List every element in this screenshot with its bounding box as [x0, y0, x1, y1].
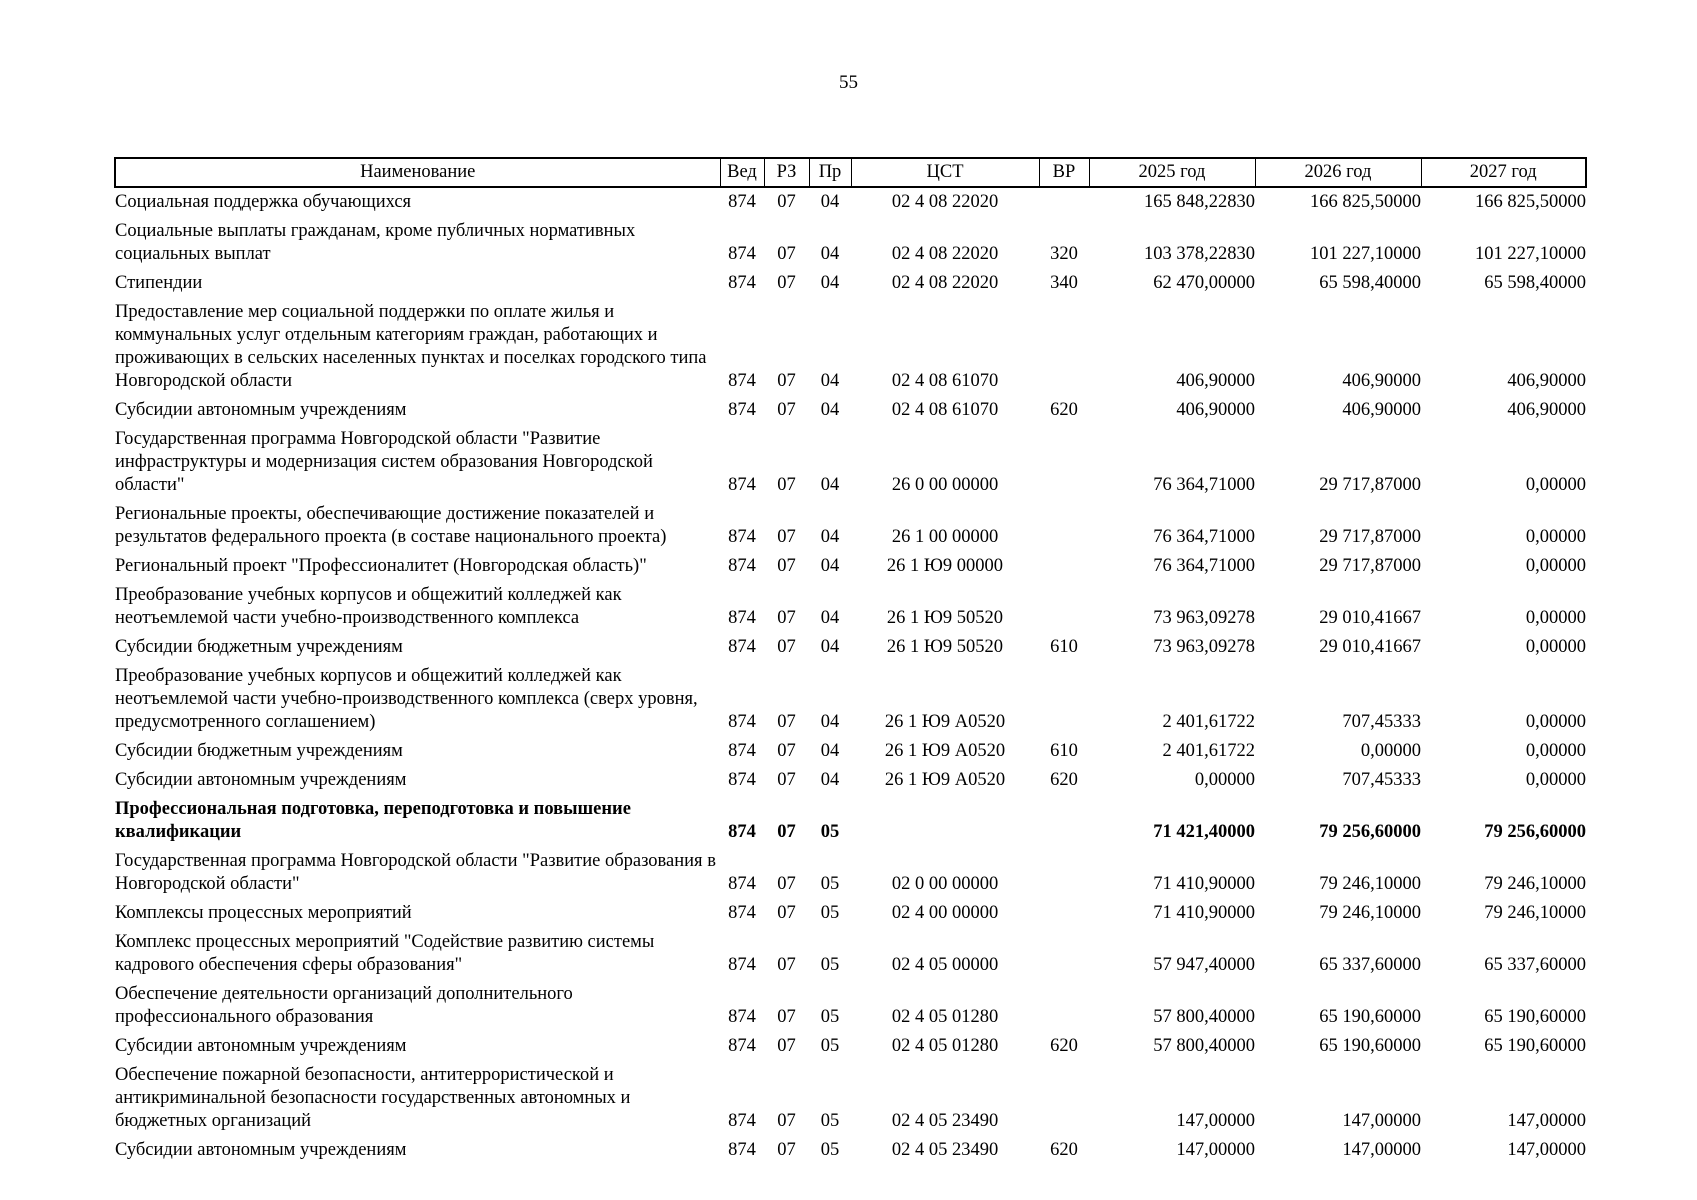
- row-rz: 07: [777, 527, 796, 547]
- row-ved: 874: [728, 712, 756, 732]
- row-2027: 0,00000: [1525, 556, 1586, 576]
- row-ved: 874: [728, 608, 756, 628]
- row-pr: 05: [820, 1111, 840, 1131]
- row-ved: 874: [728, 741, 756, 761]
- row-vr: [1039, 795, 1089, 847]
- row-name: Субсидии автономным учреждениям: [115, 1036, 407, 1056]
- row-pr: 04: [820, 608, 840, 628]
- row-2026: 707,45333: [1342, 770, 1421, 790]
- row-2026: 707,45333: [1342, 712, 1421, 732]
- table-row: [115, 928, 1586, 980]
- row-name: Обеспечение пожарной безопасности, антитеррористической и антикриминальной безопасности государственных автономных и бюджетных организаций: [115, 1065, 631, 1131]
- row-2025: 62 470,00000: [1153, 273, 1255, 293]
- row-2025: 76 364,71000: [1153, 527, 1255, 547]
- row-pr: 04: [820, 637, 840, 657]
- row-name: Субсидии автономным учреждениям: [115, 1140, 407, 1160]
- row-rz: 07: [777, 770, 796, 790]
- row-2027: 0,00000: [1525, 527, 1586, 547]
- row-vr: [1039, 552, 1089, 581]
- row-name: Преобразование учебных корпусов и общежитий колледжей как неотъемлемой части учебно-производственного комплекса: [115, 585, 622, 628]
- row-rz: 07: [777, 874, 796, 894]
- row-ved: 874: [728, 527, 756, 547]
- row-2025: 2 401,61722: [1162, 712, 1255, 732]
- row-pr: 05: [820, 903, 840, 923]
- row-cst: 02 4 05 23490: [891, 1111, 999, 1131]
- row-pr: 04: [820, 244, 840, 264]
- row-ved: 874: [728, 637, 756, 657]
- row-rz: 07: [777, 1140, 796, 1160]
- row-2027: 65 337,60000: [1484, 955, 1586, 975]
- table-row: [115, 217, 1586, 269]
- table-row: [115, 847, 1586, 899]
- row-2026: 65 190,60000: [1319, 1007, 1421, 1027]
- row-2026: 101 227,10000: [1310, 244, 1421, 264]
- row-2026: 65 337,60000: [1319, 955, 1421, 975]
- row-2025: 57 947,40000: [1153, 955, 1255, 975]
- row-2026: 79 246,10000: [1319, 874, 1421, 894]
- header-ved: Вед: [720, 158, 764, 187]
- table-row: [115, 633, 1586, 662]
- row-vr: [1039, 899, 1089, 928]
- row-2026: 65 190,60000: [1319, 1036, 1421, 1056]
- row-pr: 04: [820, 527, 840, 547]
- row-2025: 73 963,09278: [1153, 637, 1255, 657]
- row-pr: 05: [820, 874, 840, 894]
- row-2027: 406,90000: [1507, 371, 1586, 391]
- header-pr: Пр: [809, 158, 851, 187]
- row-ved: 874: [728, 1111, 756, 1131]
- table-row: [115, 396, 1586, 425]
- row-2025: 76 364,71000: [1153, 556, 1255, 576]
- row-2025: 57 800,40000: [1153, 1036, 1255, 1056]
- table-row: [115, 581, 1586, 633]
- row-2027: 0,00000: [1525, 770, 1586, 790]
- row-vr: 340: [1050, 273, 1078, 293]
- row-cst: [851, 795, 1039, 847]
- row-name: Субсидии автономным учреждениям: [115, 400, 407, 420]
- row-cst: 02 4 05 00000: [891, 955, 999, 975]
- row-2025: 76 364,71000: [1153, 475, 1255, 495]
- table-row: [115, 1032, 1586, 1061]
- row-2027: 0,00000: [1525, 475, 1586, 495]
- row-rz: 07: [777, 556, 796, 576]
- row-name: Субсидии бюджетным учреждениям: [115, 741, 403, 761]
- row-2027: 79 256,60000: [1484, 822, 1586, 842]
- row-rz: 07: [777, 1036, 796, 1056]
- row-pr: 04: [820, 712, 840, 732]
- row-vr: 620: [1050, 770, 1078, 790]
- row-rz: 07: [777, 955, 796, 975]
- row-pr: 05: [820, 1140, 840, 1160]
- row-2027: 166 825,50000: [1475, 192, 1586, 212]
- table-row: [115, 980, 1586, 1032]
- row-vr: 610: [1050, 637, 1078, 657]
- row-ved: 874: [728, 1007, 756, 1027]
- row-2026: 29 717,87000: [1319, 527, 1421, 547]
- row-2026: 29 010,41667: [1319, 608, 1421, 628]
- row-ved: 874: [728, 955, 756, 975]
- row-vr: [1039, 187, 1089, 217]
- table-body: [115, 187, 1586, 1165]
- row-vr: 620: [1050, 1036, 1078, 1056]
- row-pr: 05: [820, 1036, 840, 1056]
- row-cst: 26 1 Ю9 00000: [886, 556, 1004, 576]
- row-cst: 02 4 08 61070: [891, 400, 999, 420]
- row-vr: [1039, 980, 1089, 1032]
- table-row: [115, 795, 1586, 847]
- table-row: [115, 187, 1586, 217]
- budget-table-container: [114, 157, 1585, 1165]
- row-name: Региональные проекты, обеспечивающие достижение показателей и результатов федерального проекта (в составе национального проекта): [115, 504, 667, 547]
- table-row: [115, 1061, 1586, 1136]
- header-name: Наименование: [115, 158, 720, 187]
- row-pr: 05: [820, 955, 840, 975]
- row-2027: 101 227,10000: [1475, 244, 1586, 264]
- row-rz: 07: [777, 608, 796, 628]
- row-pr: 04: [820, 556, 840, 576]
- row-2025: 165 848,22830: [1144, 192, 1255, 212]
- row-2025: 406,90000: [1176, 371, 1255, 391]
- row-name: Обеспечение деятельности организаций дополнительного профессионального образования: [115, 984, 573, 1027]
- row-2025: 147,00000: [1176, 1111, 1255, 1131]
- row-cst: 02 4 05 01280: [891, 1036, 999, 1056]
- row-vr: [1039, 1061, 1089, 1136]
- row-2026: 29 010,41667: [1319, 637, 1421, 657]
- header-rz: РЗ: [764, 158, 809, 187]
- row-ved: 874: [728, 371, 756, 391]
- row-ved: 874: [728, 400, 756, 420]
- row-name: Социальная поддержка обучающихся: [115, 192, 412, 212]
- row-ved: 874: [728, 770, 756, 790]
- row-cst: 26 0 00 00000: [891, 475, 999, 495]
- row-ved: 874: [728, 1140, 756, 1160]
- row-ved: 874: [728, 822, 756, 842]
- row-cst: 26 1 Ю9 А0520: [884, 770, 1006, 790]
- row-ved: 874: [728, 1036, 756, 1056]
- table-row: [115, 552, 1586, 581]
- table-row: [115, 1136, 1586, 1165]
- row-vr: [1039, 847, 1089, 899]
- row-rz: 07: [777, 1111, 796, 1131]
- row-2026: 65 598,40000: [1319, 273, 1421, 293]
- row-2027: 65 190,60000: [1484, 1007, 1586, 1027]
- row-cst: 02 4 08 22020: [891, 192, 999, 212]
- row-pr: 04: [820, 371, 840, 391]
- row-2027: 147,00000: [1507, 1111, 1586, 1131]
- row-2027: 79 246,10000: [1484, 903, 1586, 923]
- table-row: [115, 737, 1586, 766]
- row-rz: 07: [777, 712, 796, 732]
- row-ved: 874: [728, 903, 756, 923]
- header-2027: 2027 год: [1421, 158, 1586, 187]
- row-2026: 147,00000: [1342, 1111, 1421, 1131]
- header-2025: 2025 год: [1089, 158, 1255, 187]
- row-pr: 05: [820, 822, 840, 842]
- table-row: [115, 899, 1586, 928]
- row-name: Преобразование учебных корпусов и общежитий колледжей как неотъемлемой части учебно-производственного комплекса (сверх уровня, предусмотренного соглашением): [115, 666, 698, 732]
- row-cst: 26 1 00 00000: [891, 527, 999, 547]
- row-cst: 26 1 Ю9 А0520: [884, 712, 1006, 732]
- table-row: [115, 298, 1586, 396]
- row-cst: 02 0 00 00000: [891, 874, 999, 894]
- row-rz: 07: [777, 475, 796, 495]
- table-row: [115, 500, 1586, 552]
- row-vr: [1039, 500, 1089, 552]
- row-2025: 71 410,90000: [1153, 903, 1255, 923]
- row-vr: 320: [1050, 244, 1078, 264]
- row-2026: 147,00000: [1342, 1140, 1421, 1160]
- row-ved: 874: [728, 244, 756, 264]
- row-vr: 610: [1050, 741, 1078, 761]
- row-2026: 406,90000: [1342, 371, 1421, 391]
- row-2026: 0,00000: [1360, 741, 1421, 761]
- row-cst: 02 4 08 22020: [891, 244, 999, 264]
- row-vr: 620: [1050, 1140, 1078, 1160]
- row-rz: 07: [777, 400, 796, 420]
- row-rz: 07: [777, 371, 796, 391]
- row-name: Субсидии автономным учреждениям: [115, 770, 407, 790]
- row-rz: 07: [777, 903, 796, 923]
- page-number: 55: [839, 72, 858, 93]
- table-row: [115, 662, 1586, 737]
- row-2027: 406,90000: [1507, 400, 1586, 420]
- row-cst: 26 1 Ю9 А0520: [884, 741, 1006, 761]
- row-rz: 07: [777, 273, 796, 293]
- row-pr: 04: [820, 400, 840, 420]
- row-name: Стипендии: [115, 273, 203, 293]
- row-2025: 71 421,40000: [1153, 822, 1255, 842]
- row-name: Государственная программа Новгородской области "Развитие образования в Новгородской области": [115, 851, 716, 894]
- row-pr: 04: [820, 475, 840, 495]
- row-2027: 0,00000: [1525, 608, 1586, 628]
- row-2027: 147,00000: [1507, 1140, 1586, 1160]
- row-vr: 620: [1050, 400, 1078, 420]
- row-name: Предоставление мер социальной поддержки по оплате жилья и коммунальных услуг отдельным категориям граждан, работающих и проживающих в сельских населенных пунктах и поселках городского типа Новгородской области: [115, 302, 707, 391]
- row-cst: 26 1 Ю9 50520: [886, 637, 1004, 657]
- row-cst: 02 4 00 00000: [891, 903, 999, 923]
- row-cst: 26 1 Ю9 50520: [886, 608, 1004, 628]
- row-rz: 07: [777, 822, 796, 842]
- row-2027: 0,00000: [1525, 712, 1586, 732]
- row-2025: 71 410,90000: [1153, 874, 1255, 894]
- row-name: Региональный проект "Профессионалитет (Новгородская область)": [115, 556, 647, 576]
- row-2025: 73 963,09278: [1153, 608, 1255, 628]
- row-cst: 02 4 05 01280: [891, 1007, 999, 1027]
- row-rz: 07: [777, 192, 796, 212]
- row-vr: [1039, 581, 1089, 633]
- row-rz: 07: [777, 1007, 796, 1027]
- row-2026: 79 256,60000: [1319, 822, 1421, 842]
- header-row: [115, 158, 1586, 187]
- row-ved: 874: [728, 475, 756, 495]
- row-cst: 02 4 08 22020: [891, 273, 999, 293]
- row-2025: 147,00000: [1176, 1140, 1255, 1160]
- table-row: [115, 269, 1586, 298]
- row-name: Профессиональная подготовка, переподготовка и повышение квалификации: [115, 799, 631, 842]
- row-name: Комплексы процессных мероприятий: [115, 903, 412, 923]
- row-name: Государственная программа Новгородской области "Развитие инфраструктуры и модернизация систем образования Новгородской области": [115, 429, 653, 495]
- row-2027: 0,00000: [1525, 637, 1586, 657]
- row-name: Социальные выплаты гражданам, кроме публичных нормативных социальных выплат: [115, 221, 636, 264]
- row-2025: 2 401,61722: [1162, 741, 1255, 761]
- row-2027: 65 598,40000: [1484, 273, 1586, 293]
- row-2026: 166 825,50000: [1310, 192, 1421, 212]
- row-vr: [1039, 662, 1089, 737]
- row-2025: 57 800,40000: [1153, 1007, 1255, 1027]
- row-name: Субсидии бюджетным учреждениям: [115, 637, 403, 657]
- header-2026: 2026 год: [1255, 158, 1421, 187]
- table-header: [115, 158, 1586, 187]
- row-pr: 04: [820, 273, 840, 293]
- budget-table: [114, 157, 1587, 1165]
- row-cst: 02 4 08 61070: [891, 371, 999, 391]
- row-2025: 0,00000: [1194, 770, 1255, 790]
- row-ved: 874: [728, 874, 756, 894]
- row-pr: 04: [820, 741, 840, 761]
- row-rz: 07: [777, 637, 796, 657]
- row-ved: 874: [728, 556, 756, 576]
- row-cst: 02 4 05 23490: [891, 1140, 999, 1160]
- row-2025: 406,90000: [1176, 400, 1255, 420]
- row-2026: 79 246,10000: [1319, 903, 1421, 923]
- row-rz: 07: [777, 741, 796, 761]
- row-pr: 04: [820, 192, 840, 212]
- table-row: [115, 425, 1586, 500]
- row-ved: 874: [728, 192, 756, 212]
- row-vr: [1039, 298, 1089, 396]
- table-row: [115, 766, 1586, 795]
- row-pr: 05: [820, 1007, 840, 1027]
- row-vr: [1039, 928, 1089, 980]
- row-name: Комплекс процессных мероприятий "Содействие развитию системы кадрового обеспечения сферы образования": [115, 932, 655, 975]
- header-vr: ВР: [1039, 158, 1089, 187]
- row-2025: 103 378,22830: [1144, 244, 1255, 264]
- header-cst: ЦСТ: [851, 158, 1039, 187]
- row-2027: 0,00000: [1525, 741, 1586, 761]
- row-pr: 04: [820, 770, 840, 790]
- row-2026: 406,90000: [1342, 400, 1421, 420]
- row-2026: 29 717,87000: [1319, 475, 1421, 495]
- row-2027: 65 190,60000: [1484, 1036, 1586, 1056]
- row-2027: 79 246,10000: [1484, 874, 1586, 894]
- row-rz: 07: [777, 244, 796, 264]
- row-ved: 874: [728, 273, 756, 293]
- row-vr: [1039, 425, 1089, 500]
- row-2026: 29 717,87000: [1319, 556, 1421, 576]
